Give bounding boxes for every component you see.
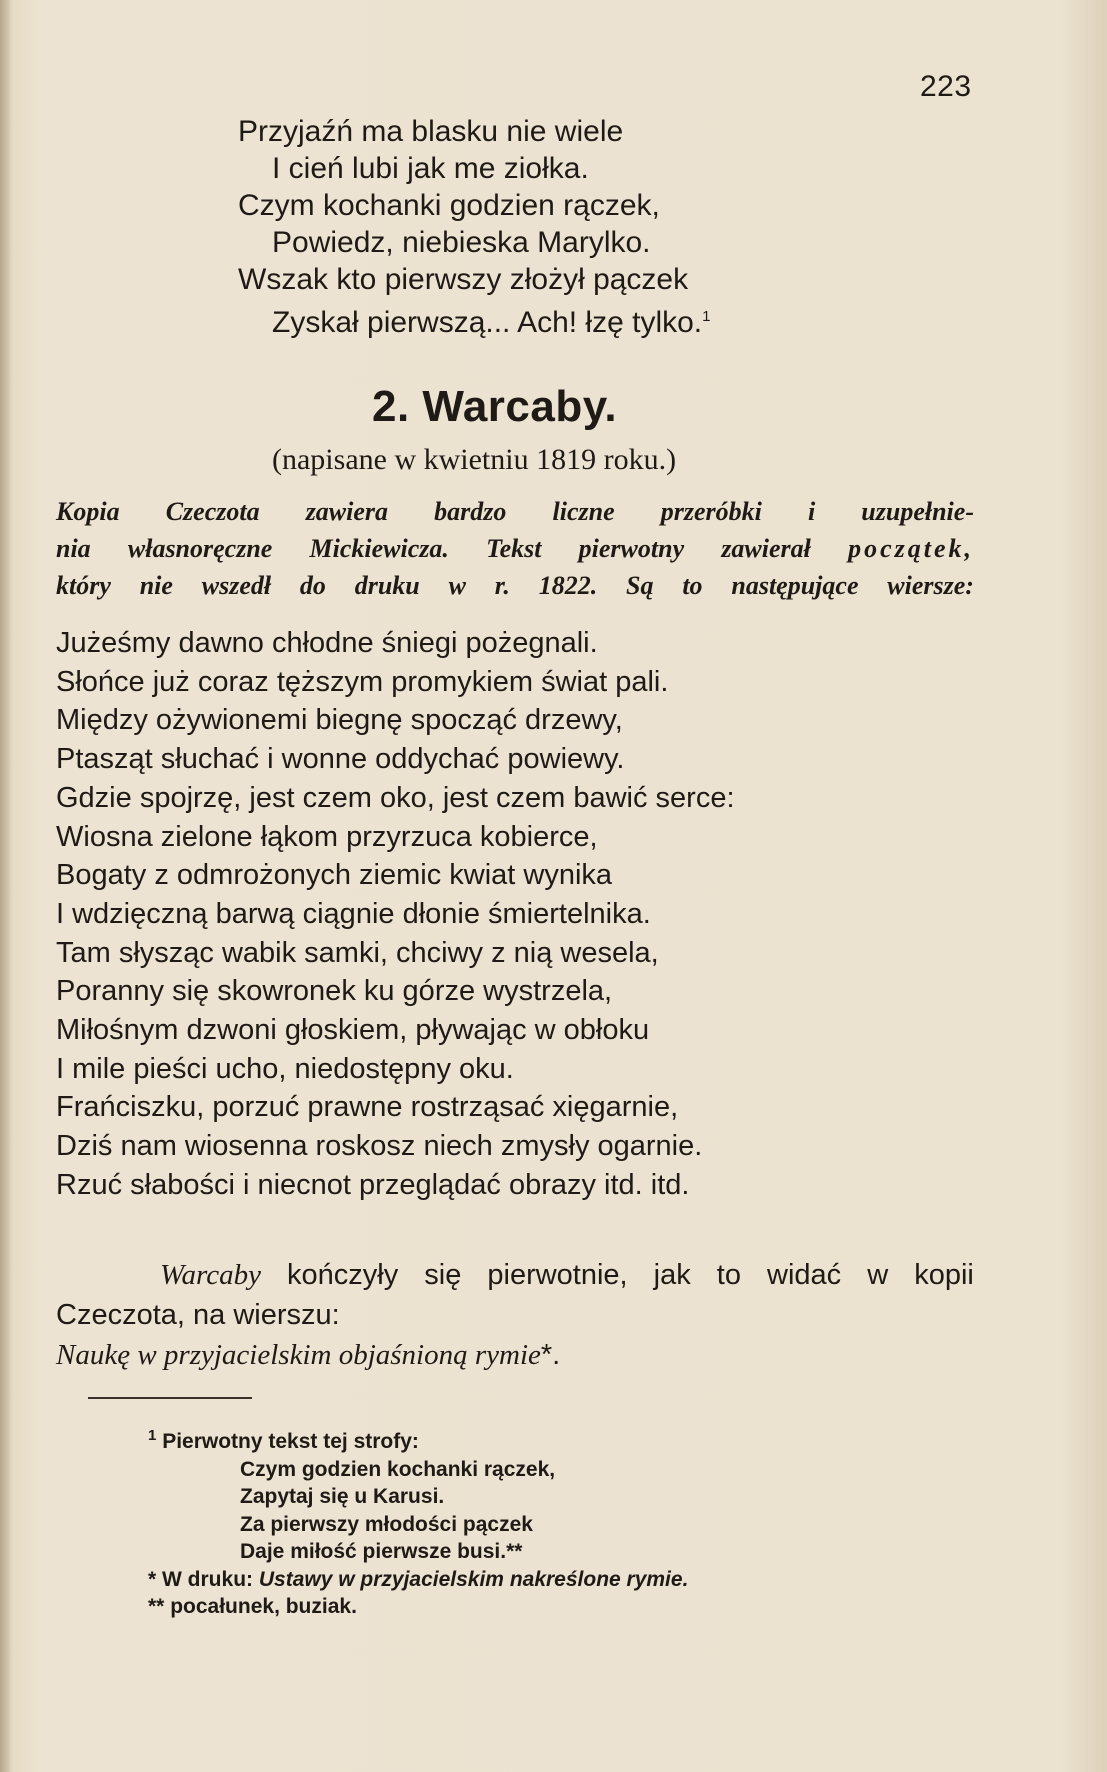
footnote-1-verse: Zapytaj się u Karusi. xyxy=(240,1485,445,1508)
editor-note-word: druku xyxy=(354,571,420,600)
footnote-2 xyxy=(148,1566,968,1594)
editor-note-word-spaced: początek, xyxy=(848,534,974,563)
editor-note-word: Mickiewicza. xyxy=(309,534,449,563)
footnote-rule xyxy=(88,1397,252,1399)
closing-marker: *. xyxy=(540,1339,561,1371)
editor-note-word: r. xyxy=(494,571,510,600)
closing-word: widać xyxy=(767,1259,842,1291)
editor-note-word: w xyxy=(448,571,466,600)
closing-word: w xyxy=(867,1259,889,1291)
closing-word: kończyły xyxy=(287,1259,399,1291)
editor-note-word: zawierał xyxy=(721,534,811,563)
footnote-1-verse: Za pierwszy młodości pączek xyxy=(240,1512,533,1536)
footnote-2-label: W druku: xyxy=(162,1567,254,1591)
editor-note-word: wiersze: xyxy=(887,571,974,600)
closing-word: kopii xyxy=(914,1259,974,1291)
editor-note-word: to xyxy=(682,571,703,600)
editor-note-word: Są xyxy=(626,571,654,600)
editor-note-word: uzupełnie- xyxy=(861,497,974,526)
editor-note-line-3 xyxy=(56,567,974,604)
footnote-3-text: pocałunek, buziak. xyxy=(170,1595,357,1618)
closing-title: Warcaby xyxy=(160,1259,261,1291)
editor-note-line-1 xyxy=(56,493,974,530)
footnote-3-marker: ** xyxy=(148,1595,165,1618)
closing-word: się xyxy=(424,1259,462,1291)
verse-line: I mile pieści ucho, niedostępny oku. xyxy=(56,1052,514,1085)
editor-note-word: wszedł xyxy=(201,571,272,600)
footnote-2-marker: * xyxy=(148,1567,157,1591)
verse-line: Między ożywionemi biegnę spocząć drzewy, xyxy=(56,704,623,737)
closing-word: pierwotnie, xyxy=(487,1259,628,1291)
editor-note-word: liczne xyxy=(552,497,615,526)
stanza-line: Przyjaźń ma blasku nie wiele xyxy=(238,115,624,148)
verse-line: Frańciszku, porzuć prawne rostrząsać xięgarnie, xyxy=(56,1091,679,1124)
closing-line-2: Czeczota, na wierszu: xyxy=(56,1299,340,1331)
verse-line: Rzuć słabości i niecnot przeglądać obrazy itd. itd. xyxy=(56,1168,690,1201)
editor-note-word: Kopia xyxy=(56,497,120,526)
footnote-1-verse: Daje miłość pierwsze busi.** xyxy=(240,1540,523,1563)
editor-note-word: następujące xyxy=(731,571,859,600)
poem-date: (napisane w kwietniu 1819 roku.) xyxy=(272,443,677,476)
editor-note-word: który xyxy=(56,571,111,600)
verse-line: Poranny się skowronek ku górze wystrzela, xyxy=(56,975,613,1008)
footnotes xyxy=(148,1422,968,1621)
footnote-1-verse: Czym godzien kochanki rączek, xyxy=(240,1457,556,1481)
stanza-line: I cień lubi jak me ziołka. xyxy=(272,152,589,185)
editor-note-word: 1822. xyxy=(538,571,598,600)
closing-word: to xyxy=(716,1259,741,1291)
verse-line: Gdzie spojrzę, jest czem oko, jest czem bawić serce: xyxy=(56,781,735,814)
editor-note-word: pierwotny xyxy=(578,534,685,563)
stanza-line: Wszak kto pierwszy złożył pączek xyxy=(238,263,689,296)
editor-note-line-2 xyxy=(56,530,974,567)
verse-line: Dziś nam wiosenna roskosz niech zmysły ogarnie. xyxy=(56,1130,703,1163)
original-verses xyxy=(56,624,1016,1205)
page-edge-shadow xyxy=(0,0,10,1772)
editor-note-word: Czeczota xyxy=(165,497,260,526)
verse-line: Tam słysząc wabik samki, chciwy z nią wesela, xyxy=(56,936,659,969)
verse-line: Bogaty z odmrożonych ziemic kwiat wynika xyxy=(56,859,613,892)
page-number: 223 xyxy=(920,70,972,103)
closing-quote: Naukę w przyjacielskim objaśnioną rymie xyxy=(56,1339,541,1371)
footnote-1-verses xyxy=(148,1456,968,1566)
footnote-ref-1: 1 xyxy=(702,308,711,325)
editor-note-word: zawiera xyxy=(305,497,389,526)
editor-note-word: przeróbki xyxy=(660,497,762,526)
footnote-2-text: Ustawy w przyjacielskim nakreślone rymie. xyxy=(258,1567,689,1591)
closing-word: jak xyxy=(653,1259,691,1291)
stanza-line: Zyskał pierwszą... Ach! łzę tylko.$^1$ xyxy=(272,306,711,339)
closing-line-3 xyxy=(56,1335,974,1375)
footnote-1 xyxy=(148,1422,968,1456)
footnote-1-marker: 1 xyxy=(148,1427,157,1444)
editor-note-word: Tekst xyxy=(486,534,542,563)
editor-note-word: i xyxy=(807,497,816,526)
closing-line-1 xyxy=(56,1255,974,1295)
editor-note xyxy=(56,493,974,604)
verse-line: Wiosna zielone łąkom przyrzuca kobierce, xyxy=(56,820,598,853)
stanza-line: Czym kochanki godzien rączek, xyxy=(238,189,660,222)
footnote-3 xyxy=(148,1593,968,1621)
stanza-line: Powiedz, niebieska Marylko. xyxy=(272,226,651,259)
verse-line: I wdzięczną barwą ciągnie dłonie śmiertelnika. xyxy=(56,897,651,930)
editor-note-word: do xyxy=(299,571,326,600)
closing-paragraph xyxy=(56,1255,974,1375)
poem-stanza xyxy=(238,113,1038,341)
verse-line: Słońce już coraz tęższym promykiem świat pali. xyxy=(56,665,669,698)
verse-line: Miłośnym dzwoni głoskiem, pływając w obłoku xyxy=(56,1014,650,1047)
footnote-1-label: Pierwotny tekst tej strofy: xyxy=(162,1430,419,1453)
editor-note-word: nia xyxy=(56,534,91,563)
editor-note-word: nie xyxy=(139,571,173,600)
editor-note-word: bardzo xyxy=(434,497,507,526)
verse-line: Jużeśmy dawno chłodne śniegi pożegnali. xyxy=(56,627,598,659)
editor-note-word: własnoręczne xyxy=(127,534,273,563)
poem-title: 2. Warcaby. xyxy=(372,382,618,431)
verse-line: Ptasząt słuchać i wonne oddychać powiewy. xyxy=(56,743,625,776)
